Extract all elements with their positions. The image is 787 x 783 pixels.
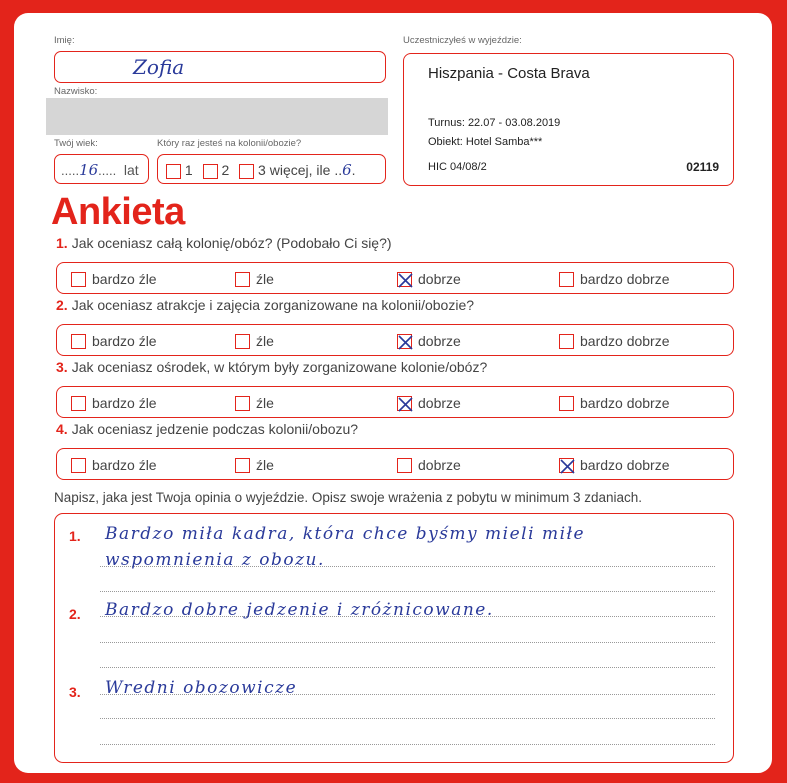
times-dots: .. [334,162,343,178]
first-name-label: Imię: [54,35,75,46]
answer-option[interactable] [559,270,670,287]
times-value: 6 [342,161,352,179]
last-name-label: Nazwisko: [54,86,98,97]
answer-label: dobrze [418,271,461,288]
answer-option[interactable] [397,456,461,473]
trip-obiekt: Obiekt: Hotel Samba*** [428,136,543,148]
answer-label: bardzo źle [92,457,157,474]
checkbox[interactable] [71,458,86,473]
question-number: 2. [56,297,68,313]
opinion-num-3: 3. [69,684,81,700]
trip-box [403,53,734,186]
answer-label: bardzo dobrze [580,457,670,474]
answer-label: źle [256,271,274,288]
answer-option[interactable] [71,456,157,473]
checkbox[interactable] [559,334,574,349]
answer-label: bardzo dobrze [580,271,670,288]
trip-number: 02119 [686,160,719,174]
question-4-answers [56,448,734,480]
question-number: 3. [56,359,68,375]
checked-checkbox[interactable] [397,396,412,411]
times-field [157,154,386,184]
answer-label: źle [256,457,274,474]
times-opt-1: 1 [184,162,193,178]
answer-label: bardzo dobrze [580,395,670,412]
question-text: Jak oceniasz jedzenie podczas kolonii/obozu? [71,421,359,437]
answer-label: dobrze [418,457,461,474]
times-opt-2: 2 [221,162,230,178]
question-text: Jak oceniasz ośrodek, w którym były zorganizowane kolonie/obóz? [71,359,488,375]
checkbox[interactable] [235,458,250,473]
first-name-value: Zofia [133,55,185,79]
answer-option[interactable] [235,332,274,349]
answer-option[interactable] [397,332,461,349]
checked-checkbox[interactable] [397,334,412,349]
answer-option[interactable] [235,270,274,287]
question-4-title [56,421,358,437]
last-name-redacted [46,98,388,135]
answer-option[interactable] [71,332,157,349]
times-checkbox-3[interactable] [239,164,254,179]
age-field[interactable] [54,154,149,184]
times-label: Który raz jesteś na kolonii/obozie? [157,138,302,149]
answer-label: bardzo źle [92,395,157,412]
opinion-prompt: Napisz, jaka jest Twoja opinia o wyjeździe. Opisz swoje wrażenia z pobytu w minimum 3 zdaniach. [54,490,643,505]
survey-sheet [14,13,772,773]
question-2-answers [56,324,734,356]
checkbox[interactable] [71,272,86,287]
first-name-field[interactable] [54,51,386,83]
trip-label: Uczestniczyłeś w wyjeździe: [403,35,522,46]
checked-checkbox[interactable] [397,272,412,287]
checkbox[interactable] [559,396,574,411]
answer-option[interactable] [397,270,461,287]
checkbox[interactable] [235,334,250,349]
age-unit: lat [123,162,139,178]
answer-label: źle [256,395,274,412]
opinion-line-3: Wredni obozowicze [105,678,298,698]
opinion-line-2: Bardzo dobre jedzenie i zróżnicowane. [105,600,494,620]
answer-option[interactable] [235,394,274,411]
checkbox[interactable] [559,272,574,287]
times-checkbox-2[interactable] [203,164,218,179]
answer-label: dobrze [418,333,461,350]
question-1-title [56,235,392,251]
question-number: 1. [56,235,68,251]
checkbox[interactable] [397,458,412,473]
answer-label: bardzo źle [92,333,157,350]
answer-option[interactable] [559,394,670,411]
answer-option[interactable] [71,270,157,287]
answer-option[interactable] [235,456,274,473]
opinion-num-2: 2. [69,606,81,622]
age-value: 16 [79,161,99,179]
answer-label: dobrze [418,395,461,412]
age-dots-right: ..... [98,163,117,178]
times-checkbox-1[interactable] [166,164,181,179]
age-label: Twój wiek: [54,138,98,149]
question-text: Jak oceniasz całą kolonię/obóz? (Podobało Ci się?) [71,235,392,251]
checkbox[interactable] [235,396,250,411]
times-dots-after: . [351,162,356,178]
question-number: 4. [56,421,68,437]
survey-title: Ankieta [51,191,185,233]
trip-code: HIC 04/08/2 [428,161,487,173]
times-opt-3: 3 więcej, ile [258,162,331,178]
opinion-num-1: 1. [69,528,81,544]
checked-checkbox[interactable] [559,458,574,473]
checkbox[interactable] [71,396,86,411]
answer-label: bardzo dobrze [580,333,670,350]
question-text: Jak oceniasz atrakcje i zajęcia zorganizowane na kolonii/obozie? [71,297,475,313]
age-dots-left: ..... [61,163,80,178]
question-2-title [56,297,474,313]
trip-destination: Hiszpania - Costa Brava [428,65,590,82]
answer-option[interactable] [397,394,461,411]
answer-option[interactable] [559,456,670,473]
question-3-answers [56,386,734,418]
answer-label: źle [256,333,274,350]
question-1-answers [56,262,734,294]
opinion-line-1a: Bardzo miła kadra, która chce byśmy mieli miłe [105,524,586,544]
question-3-title [56,359,487,375]
checkbox[interactable] [235,272,250,287]
trip-turnus: Turnus: 22.07 - 03.08.2019 [428,117,561,129]
answer-label: bardzo źle [92,271,157,288]
opinion-line-1b: wspomnienia z obozu. [105,550,325,570]
checkbox[interactable] [71,334,86,349]
opinion-box[interactable] [54,513,734,763]
answer-option[interactable] [559,332,670,349]
answer-option[interactable] [71,394,157,411]
